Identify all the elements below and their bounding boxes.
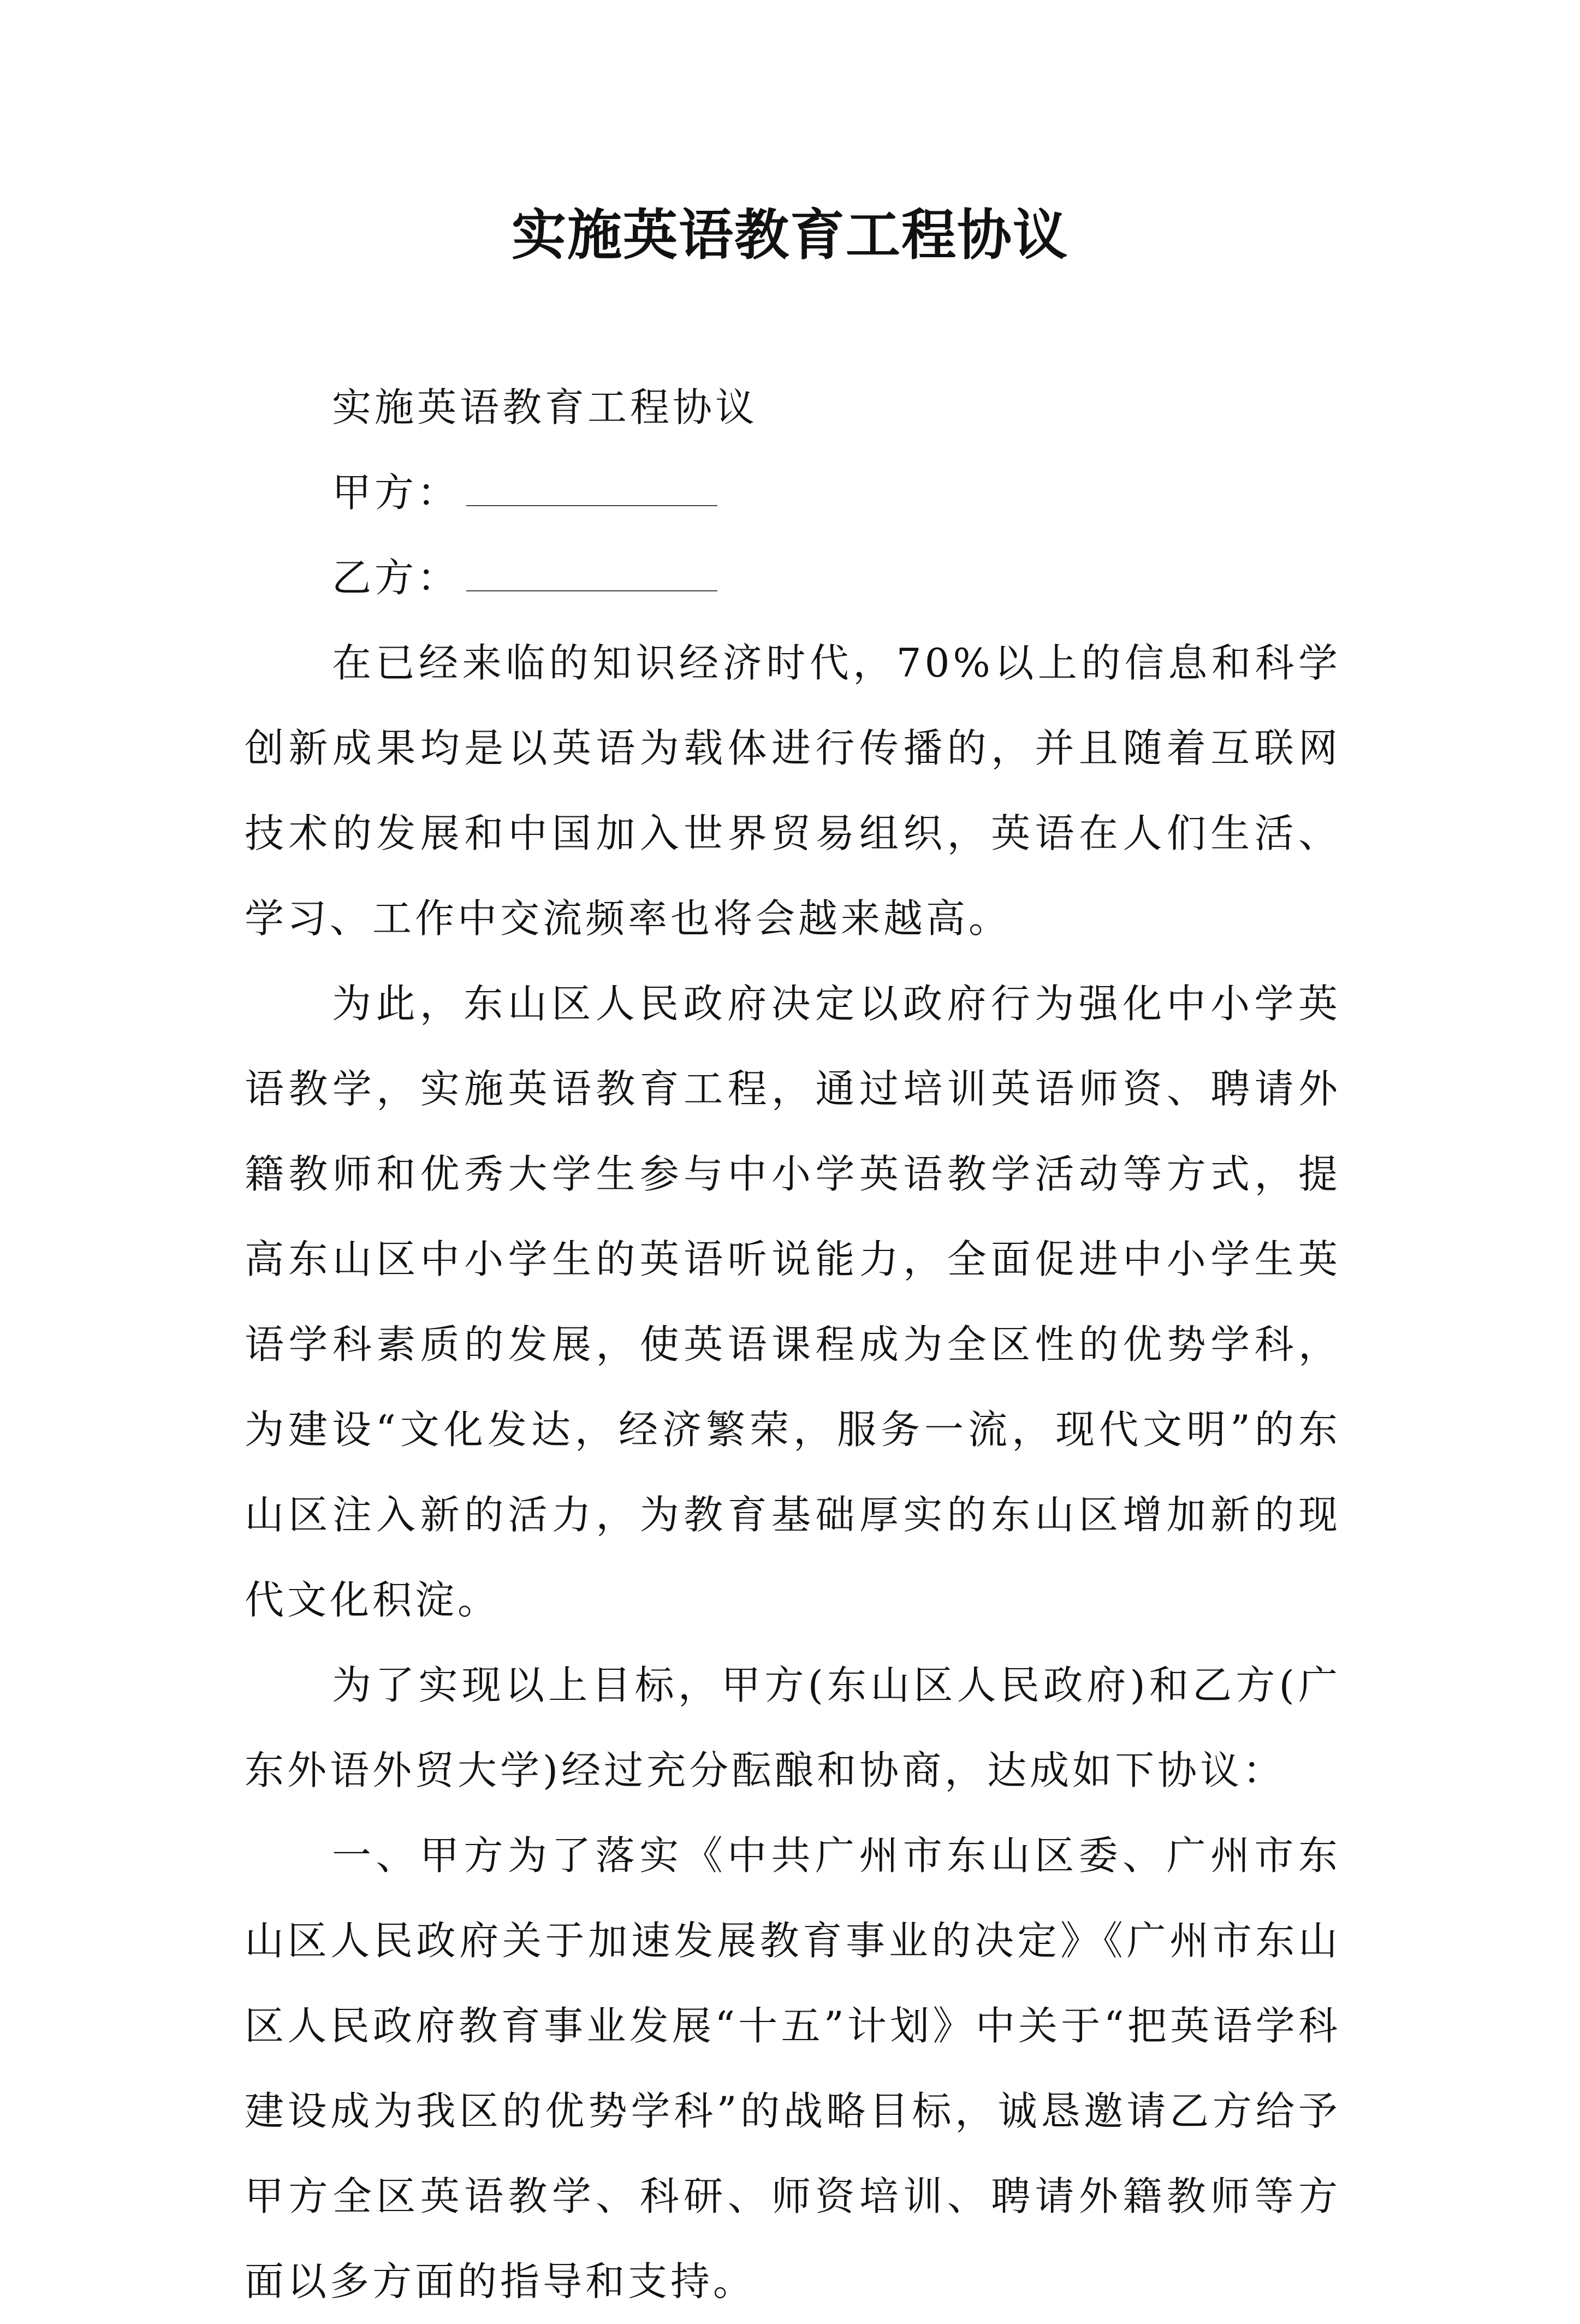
- party-b-line: [245, 535, 1341, 620]
- document-body: [245, 365, 1341, 2324]
- paragraph: 在已经来临的知识经济时代，70%以上的信息和科学创新成果均是以英语为载体进行传播的，并且随着互联网技术的发展和中国加入世界贸易组织，英语在人们生活、学习、工作中交流频率也将会越来越高。: [245, 640, 1341, 941]
- party-b-blank-field: [466, 552, 717, 591]
- paragraph: 为了实现以上目标，甲方(东山区人民政府)和乙方(广东外语外贸大学)经过充分酝酿和协商，达成如下协议：: [245, 1662, 1341, 1793]
- paragraph: 一、甲方为了落实《中共广州市东山区委、广州市东山区人民政府关于加速发展教育事业的决定》《广州市东山区人民政府教育事业发展“十五”计划》中关于“把英语学科建设成为我区的优势学科”的战略目标，诚恳邀请乙方给予甲方全区英语教学、科研、师资培训、聘请外籍教师等方面以多方面的指导和支持。: [245, 1833, 1341, 2304]
- party-a-blank-field: [466, 467, 717, 506]
- paragraph: 为此，东山区人民政府决定以政府行为强化中小学英语教学，实施英语教育工程，通过培训英语师资、聘请外籍教师和优秀大学生参与中小学英语教学活动等方式，提高东山区中小学生的英语听说能力，全面促进中小学生英语学科素质的发展，使英语课程成为全区性的优势学科，为建设“文化发达，经济繁荣，服务一流，现代文明”的东山区注入新的活力，为教育基础厚实的东山区增加新的现代文化积淀。: [245, 981, 1341, 1623]
- party-a-label: 甲方：: [332, 470, 460, 515]
- party-b-label: 乙方：: [332, 555, 460, 601]
- party-a-line: [245, 450, 1341, 535]
- agreement-subtitle: 实施英语教育工程协议: [332, 384, 758, 430]
- document-title: 实施英语教育工程协议: [512, 203, 1068, 267]
